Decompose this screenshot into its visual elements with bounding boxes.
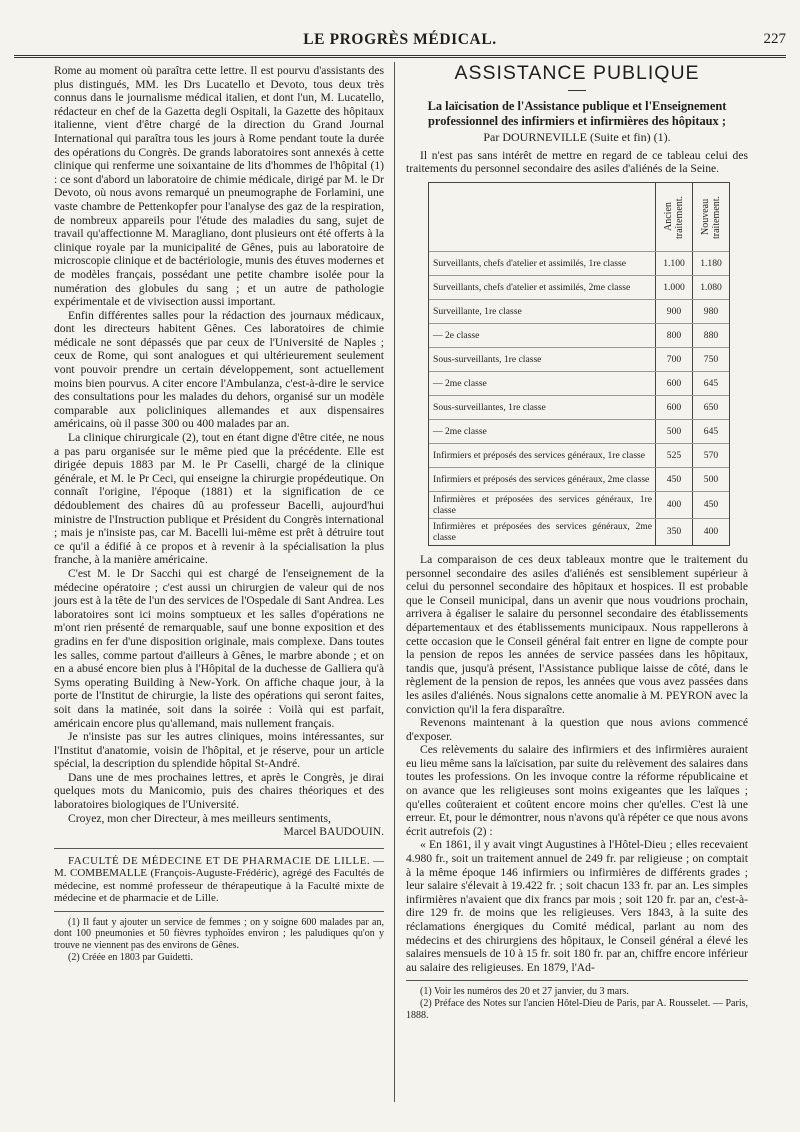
byline: Par DOURNEVILLE (Suite et fin) (1). [483,130,671,145]
table-row-old-value: 600 [655,396,692,419]
article-title: La laïcisation de l'Assistance publique et l'Enseignement professionnel des infirmiers et infirmières des hôpitaux ; [427,99,727,129]
footnote-rule [406,980,748,981]
paragraph: La comparaison de ces deux tableaux montre que le traitement du personnel secondaire des asiles d'aliénés est sensiblement supérieur à celui du personnel secondaire des hôpitaux et hospices. Il est probable que le Conseil municipal, dans un avenir que nous voudrions prochain, arrivera à égaliser le salaire du personnel secondaire des établissements départementaux et des établissements municipaux. Nous rappellerons à cette occasion que le Conseil général fait entrer en ligne de compte pour la pension de repos les années de service passées dans les hôpitaux, tandis que, jusqu'à présent, l'Assistance publique laisse de côté, dans le règlement de la pension de repos, les années que vous avez passées dans les asiles d'aliénés. Nous signalons cette anomalie à M. PEYRON avec la conviction qu'il la fera disparaître. [406,552,748,716]
table-row-label: Sous-surveillants, 1re classe [433,353,542,365]
paragraph: Dans une de mes prochaines lettres, et après le Congrès, je dirai quelques mots du Manicomio, puis des chaires théoriques et des laboratoires biologiques de l'Université. [54,770,384,812]
table-row-new-value: 750 [692,348,729,371]
table-row-old-value: 700 [655,348,692,371]
table-row-new-value: 500 [692,468,729,491]
table-row-new-value: 450 [692,492,729,518]
faculty-notice [54,855,384,905]
table-row [429,347,729,371]
table-row-old-value: 1.000 [655,276,692,299]
table-row-new-value: 1.080 [692,276,729,299]
table-header-blank [429,183,655,251]
paragraph: « En 1861, il y avait vingt Augustines à l'Hôtel-Dieu ; elles recevaient 4.980 fr., soit un traitement annuel de 249 fr. par religieuse ; on comptait à la même époque 146 infirmiers ou infirmières de différents grades ; leur salaire s'élevait à 19.422 fr. ; soit chacun 133 fr. par an. Les simples infirmières n'avaient que dix francs par mois ; soit 120 fr. par an, c'est-à-dire 129 fr. de moins que les religieuses. Vers 1843, à la suite des réclamations énergiques du Comité médical, parlant au nom des médecins et des chirurgiens des hôpitaux, le Conseil général a élevé les salaires mensuels de 10 à 15 fr. soit 180 fr. par an, chiffre encore inférieur au salaire des religieuses. En 1879, l'Ad- [406,838,748,974]
table-row [429,518,729,545]
footnote: (1) Il faut y ajouter un service de femmes ; on y soigne 600 malades par an, dont 100 pneumonies et 50 fièvres typhoïdes environ ; les paludiques qu'on y trouve ne viennent pas des environs de Gênes. [54,916,384,952]
table-row-new-value: 980 [692,300,729,323]
table-row-new-value: 650 [692,396,729,419]
table-row-label: — 2me classe [433,425,487,437]
table-row [429,491,729,518]
salary-table [428,182,730,546]
table-row [429,467,729,491]
running-title: LE PROGRÈS MÉDICAL. [303,31,497,48]
table-row-old-value: 500 [655,420,692,443]
table-header-row [429,183,729,251]
page-header [14,31,786,51]
table-row [429,251,729,275]
footnote: (1) Voir les numéros des 20 et 27 janvier, du 3 mars. [420,986,629,998]
intro-paragraph: Il n'est pas sans intérêt de mettre en regard de ce tableau celui des traitements du personnel secondaire des asiles d'aliénés de la Seine. [406,148,748,176]
table-row-old-value: 400 [655,492,692,518]
table-row-label: Infirmières et préposées des services généraux, 1re classe [433,493,652,516]
title-dash [406,84,748,98]
column-divider [394,62,395,1102]
signature: Marcel BAUDOUIN. [283,825,384,839]
table-row [429,371,729,395]
table-row-new-value: 570 [692,444,729,467]
table-row-old-value: 1.100 [655,252,692,275]
table-row-new-value: 645 [692,372,729,395]
paragraph: Croyez, mon cher Directeur, à mes meilleurs sentiments, [68,811,331,825]
left-column [54,64,384,963]
table-row [429,419,729,443]
header-rule [14,55,786,58]
table-body [429,251,729,545]
paragraph: Enfin différentes salles pour la rédaction des journaux médicaux, dont les directeurs habitent Gênes. Ces laboratoires de chimie médicale ne sont dépassés que par ceux de l'Université de Naples ; ceux de Rome, qui sont analogues et qui ultérieurement seulement vont pouvoir prendre un certain développement, sont actuellement moins bien pourvus. A citer encore l'Ambulanza, c'est-à-dire le service des consultations pour les malades du dehors, organisé sur un modèle comparable aux policliniques allemandes et aux dispensaires américains, où il passe 300 ou 400 malades par an. [54,308,384,431]
table-row-label: — 2me classe [433,377,487,389]
table-row [429,299,729,323]
table-row [429,443,729,467]
section-title: ASSISTANCE PUBLIQUE [454,62,700,84]
table-row-label: Infirmiers et préposés des services généraux, 2me classe [433,473,650,485]
right-footnotes [406,980,748,1021]
table-row-label: — 2e classe [433,329,480,341]
table-row-old-value: 900 [655,300,692,323]
table-header-old: Ancien traitement. [655,183,692,251]
table-row-label: Sous-surveillantes, 1re classe [433,401,546,413]
footnote: (2) Créée en 1803 par Guidetti. [68,951,193,963]
paragraph: C'est M. le Dr Sacchi qui est chargé de l'enseignement de la médecine opératoire ; c'est aussi un chirurgien de valeur qui de nos jours est à la tête de l'un des services de l'Ospedale di Sant Andrea. Les laboratoires sont ici moins somptueux et les salles d'opérations ne m'ont rien présenté de remarquable, sauf une bonne exposition et des gradins en fer d'une disposition originale, mais complexe. Dans toutes les salles, comme partout d'ailleurs à Gênes, le marbre abonde ; et on en a abusé encore bien plus à l'Hôpital de la duchesse de Galliera qu'à Syms operating Building à New-York. On affiche chaque jour, à la porte de l'Institut de chirurgie, la liste des opérations qui seront faites, soit dans la matinée, soit dans la soirée : Voilà qui est parfait, américain encore plus qu'allemand, mais nullement français. [54,566,384,730]
table-row-old-value: 525 [655,444,692,467]
faculty-heading: FACULTÉ DE MÉDECINE ET DE PHARMACIE DE LILLE. [68,854,371,867]
paragraph: Rome au moment où paraîtra cette lettre. Il est pourvu d'assistants des plus distingués, MM. les Drs Lucatello et Devoto, tous deux très connus dans le journalisme médical italien, et dont l'un, M. Lucatello, rédacteur en chef de la Gazetta degli Ospitali, la Gazette des hôpitaux italienne, vient d'être chargé de la direction du Grand Journal International qui paraîtra tous les jours à Rome pendant toute la durée des opérations du Congrès. De grands laboratoires sont annexés à cette clinique qui renferme une soixantaine de lits d'hommes de l'hôpital (1) : ce sont d'abord un laboratoire de chimie médicale, dirigé par M. le Dr Devoto, où nous avons remarqué un pneumographe de Forlamini, une vaste chambre de Pettenkopfer pour l'analyse des gaz de la respiration, de nombreux appareils pour l'étude des maladies du sang, sujet de travail qu'affectionne M. Maragliano, dont plusieurs ont été offerts à la clinique royale par la municipalité de Gênes, puis au laboratoire de microscopie clinique et de bactériologie, munis des étuves modernes et de modèles français, possédant une petite chambre isolée pour la numération des globules du sang ; et un autre de pathologie expérimentale et de vivisection aussi important. [54,64,384,309]
table-row-label: Surveillante, 1re classe [433,305,522,317]
table-row-new-value: 880 [692,324,729,347]
table-row-old-value: 600 [655,372,692,395]
table-row-old-value: 800 [655,324,692,347]
paragraph: La clinique chirurgicale (2), tout en étant digne d'être citée, ne nous a pas paru organisée sur le même pied que la précédente. Elle est dirigée depuis 1883 par M. le Pr Caselli, chargé de la clinique générale, et M. le Pr Ceci, qui enseigne la chirurgie propédeutique. On connaît l'origine, l'époque (1881) et la signification de ce dédoublement des chaires dû au professeur Bacelli, aujourd'hui ministre de l'Instruction publique et Président du Congrès international ; mais je n'insiste pas, car M. Bacelli lui-même est prêt à détruire tout ce qu'il a édifié à ce propos et à revenir à la spécialisation la plus franche, à la manière américaine. [54,431,384,567]
table-row [429,395,729,419]
table-header-new: Nouveau traitement. [692,183,729,251]
footnote: (2) Préface des Notes sur l'ancien Hôtel-Dieu de Paris, par A. Rousselet. — Paris, 1888. [406,997,748,1021]
table-row-label: Infirmiers et préposés des services généraux, 1re classe [433,449,646,461]
table-row-old-value: 350 [655,519,692,545]
table-row-label: Surveillants, chefs d'atelier et assimilés, 1re classe [433,257,627,269]
page-number: 227 [763,31,786,47]
table-row [429,323,729,347]
table-row-old-value: 450 [655,468,692,491]
faculty-text: — M. COMBEMALLE (François-Auguste-Frédéric), agrégé des Facultés de médecine, est nommé professeur de thérapeutique à la Faculté mixte de médecine et de pharmacie et de Lille. [54,854,385,905]
table-row [429,275,729,299]
section-separator [54,848,384,849]
footnote-rule [54,911,384,912]
table-row-label: Surveillants, chefs d'atelier et assimilés, 2me classe [433,281,631,293]
table-row-new-value: 1.180 [692,252,729,275]
paragraph: Je n'insiste pas sur les autres cliniques, moins intéressantes, sur l'Institut d'anatomie, voisin de l'hôpital, et je réserve, pour un article spécial, la description du splendide hôpital St-André. [54,730,384,771]
table-row-new-value: 400 [692,519,729,545]
table-row-label: Infirmières et préposées des services généraux, 2me classe [433,520,652,543]
paragraph: Revenons maintenant à la question que nous avions commencé d'exposer. [406,716,748,743]
paragraph: Ces relèvements du salaire des infirmiers et des infirmières auraient eu lieu même sans la laïcisation, par suite du relèvement des salaires dans toutes les professions. On les invoque contre la réforme républicaine et on avance que les religieuses sont moins exigeantes que les laïques ; qu'elles coûteraient et coûtent encore moins cher qu'elles. C'est là une erreur. Et, pour le démontrer, nous n'avons qu'à répéter ce que nous avons écrit autrefois (2) : [406,743,748,838]
table-row-new-value: 645 [692,420,729,443]
right-column [406,64,748,1021]
